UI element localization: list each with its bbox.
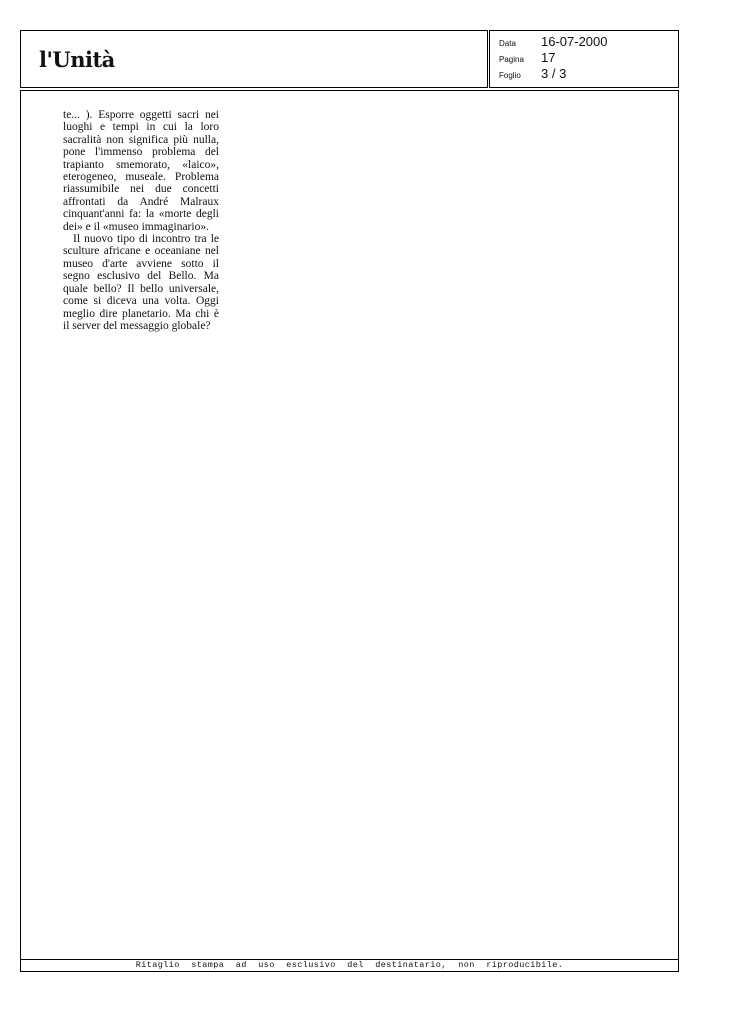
clipping-header	[20, 30, 679, 88]
masthead-box	[20, 30, 488, 88]
page-value: 17	[541, 50, 556, 65]
footer-strip	[20, 959, 679, 972]
clipping-meta-box	[489, 30, 679, 88]
clipping-body	[20, 90, 679, 960]
meta-row-sheet	[499, 66, 566, 81]
usage-notice: Ritaglio stampa ad uso esclusivo del destinatario, non riproducibile.	[135, 960, 564, 970]
article-column	[63, 109, 219, 332]
sheet-label: Foglio	[499, 71, 521, 80]
newspaper-logo: l'Unità	[39, 47, 115, 72]
article-paragraph: Il nuovo tipo di incontro tra le sculture africane e oceaniane nel museo d'arte avviene sotto il segno esclusivo del Bello. Ma quale bello? Il bello universale, come si diceva una volta. Oggi meglio dire planetario. Ma chi è il server del messaggio globale?	[63, 233, 219, 332]
date-value: 16-07-2000	[541, 34, 608, 49]
meta-row-date	[499, 34, 608, 49]
article-paragraph: te... ). Esporre oggetti sacri nei luoghi e tempi in cui la loro sacralità non significa più nulla, pone l'immenso problema del trapianto smemorato, «laico», eterogeneo, museale. Problema riassumibile nei due concetti affrontati da André Malraux cinquant'anni fa: la «morte degli dei» e il «museo immaginario».	[63, 109, 219, 233]
sheet-value: 3 / 3	[541, 66, 567, 81]
meta-row-page	[499, 50, 555, 65]
date-label: Data	[499, 39, 516, 48]
page-label: Pagina	[499, 55, 524, 64]
